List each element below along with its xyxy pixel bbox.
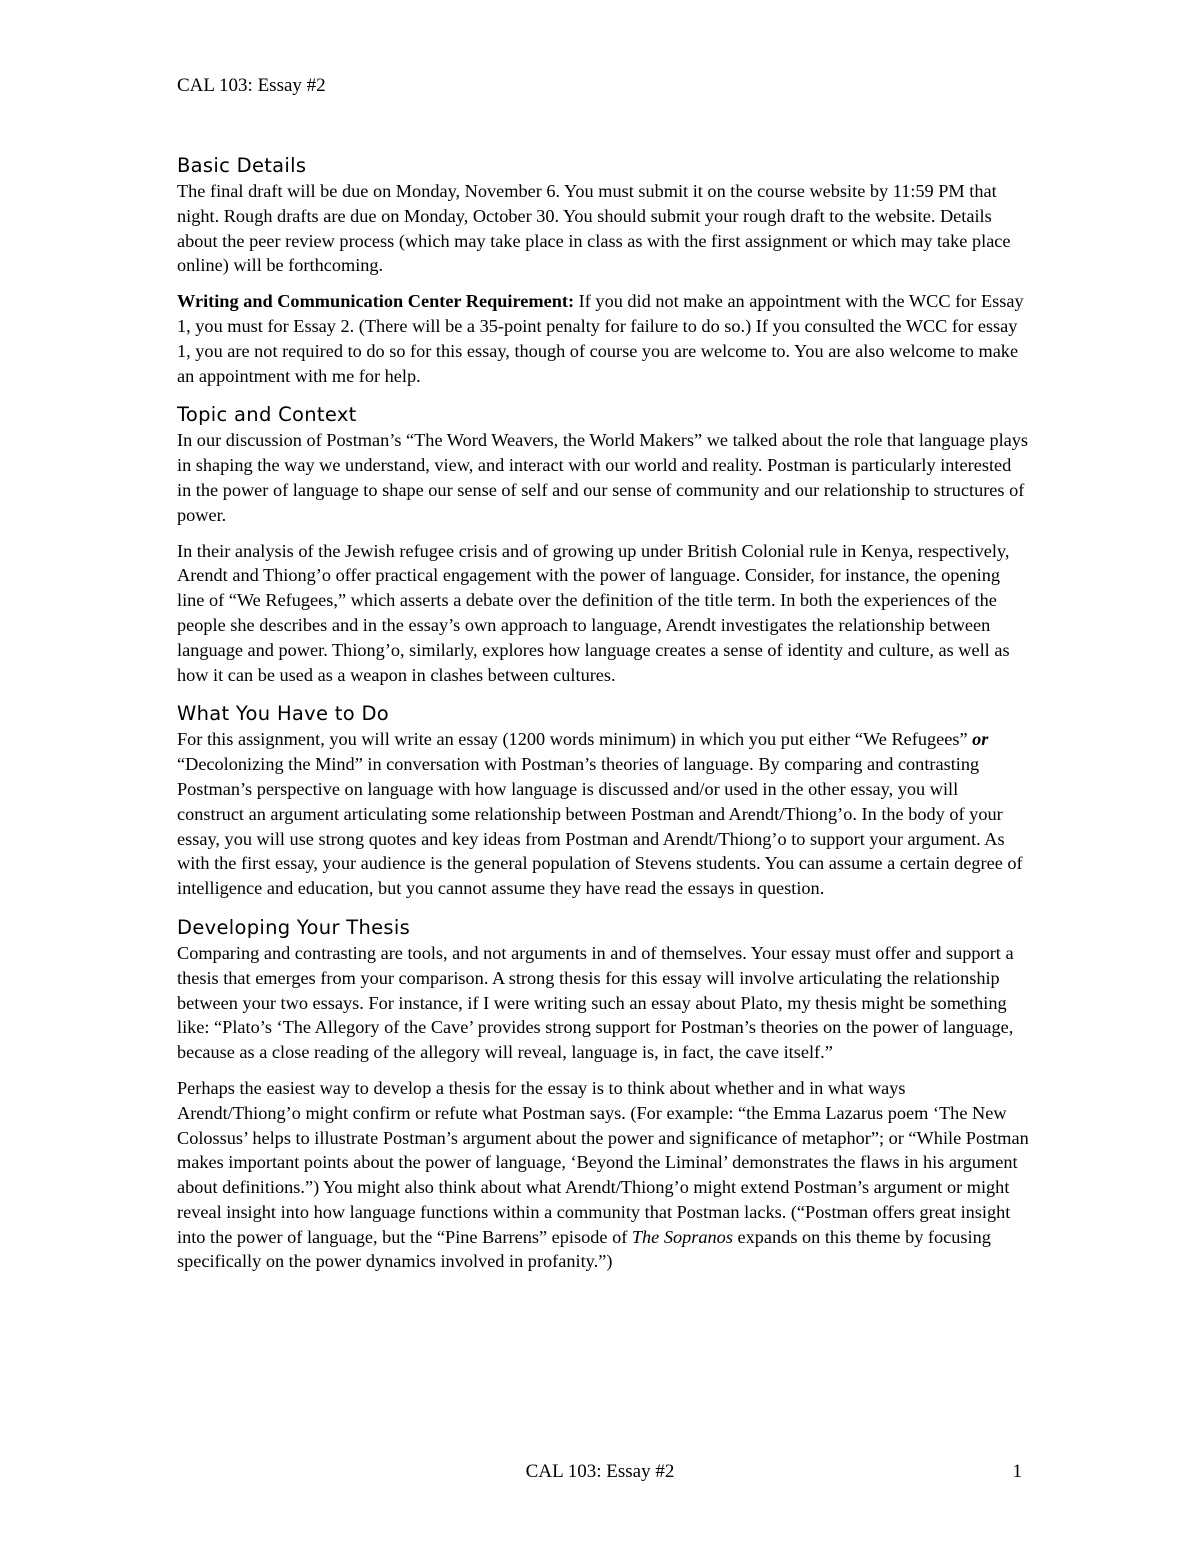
paragraph <box>177 1076 1029 1274</box>
section-topic-context <box>177 402 1029 687</box>
paragraph-text: Perhaps the easiest way to develop a thesis for the essay is to think about whether and in what ways Arendt/Thiong’o might confirm or refute what Postman says. (For example: “the Emma Lazarus poem ‘The New Colossus’ helps to illustrate Postman’s argument about the power and significance of metaphor”; or “While Postman makes important points about the power of language, ‘Beyond the Liminal’ demonstrates the flaws in his argument about definitions.”) You might also think about what Arendt/Thiong’o might extend Postman’s argument or might reveal insight into how language functions within a community that Postman lacks. (“Postman offers great insight into the power of language, but the “Pine Barrens” episode of <box>177 1077 1029 1247</box>
paragraph <box>177 727 1029 901</box>
emphasis-or: or <box>972 729 989 750</box>
section-basic-details <box>177 153 1029 388</box>
italic-title: The Sopranos <box>631 1226 733 1247</box>
paragraph-text: If you did not make an appointment with the WCC for Essay 1, you must for Essay 2. (There will be a 35-point penalty for failure to do so.) If you consulted the WCC for essay 1, you are not required to do so for this essay, though of course you are welcome to. You are also welcome to make an appointment with me for help. <box>177 291 1024 386</box>
paragraph: Comparing and contrasting are tools, and not arguments in and of themselves. Your essay must offer and support a thesis that emerges from your comparison. A strong thesis for this essay will involve articulating the relationship between your two essays. For instance, if I were writing such an essay about Plato, my thesis might be something like: “Plato’s ‘The Allegory of the Cave’ provides strong support for Postman’s theories on the power of language, because as a close reading of the allegory will reveal, language is, in fact, the cave itself.” <box>177 942 1014 1063</box>
section-heading: Basic Details <box>177 154 307 177</box>
bold-lead-in: Writing and Communication Center Requirement: <box>177 291 575 312</box>
document-body <box>177 153 1029 1288</box>
paragraph: In our discussion of Postman’s “The Word Weavers, the World Makers” we talked about the role that language plays in shaping the way we understand, view, and interact with our world and reality. Postman is particularly interested in the power of language to shape our sense of self and our sense of community and our relationship to structures of power. <box>177 430 1029 525</box>
page-number: 1 <box>1012 1461 1022 1482</box>
paragraph-text: For this assignment, you will write an essay (1200 words minimum) in which you put either “We Refugees” <box>177 729 973 750</box>
section-heading: What You Have to Do <box>177 702 390 726</box>
paragraph-text: “Decolonizing the Mind” in conversation with Postman’s theories of language. By comparing and contrasting Postman’s perspective on language with how language is discussed and/or used in the other essay, you will construct an argument articulating some relationship between Postman and Arendt/Thiong’o. In the body of your essay, you will use strong quotes and key ideas from Postman and Arendt/Thiong’o to support your argument. As with the first essay, your audience is the general population of Stevens students. You can assume a certain degree of intelligence and education, but you cannot assume they have read the essays in question. <box>177 754 1023 899</box>
running-header: CAL 103: Essay #2 <box>177 75 326 96</box>
paragraph: The final draft will be due on Monday, November 6. You must submit it on the course website by 11:59 PM that night. Rough drafts are due on Monday, October 30. You should submit your rough draft to the website. Details about the peer review process (which may take place in class as with the first assignment or which may take place online) will be forthcoming. <box>177 181 1011 276</box>
section-thesis <box>177 915 1029 1274</box>
running-footer: CAL 103: Essay #2 <box>525 1461 675 1482</box>
paragraph <box>177 289 1029 388</box>
paragraph-text: expands on this theme by focusing specifically on the power dynamics involved in profanity.”) <box>177 1226 991 1272</box>
section-what-to-do <box>177 701 1029 901</box>
paragraph: In their analysis of the Jewish refugee crisis and of growing up under British Colonial rule in Kenya, respectively, Arendt and Thiong’o offer practical engagement with the power of language. Consider, for instance, the opening line of “We Refugees,” which asserts a debate over the definition of the title term. In both the experiences of the people she describes and in the essay’s own approach to language, Arendt investigates the relationship between language and power. Thiong’o, similarly, explores how language creates a sense of identity and culture, as well as how it can be used as a weapon in clashes between cultures. <box>177 540 1010 685</box>
section-heading: Developing Your Thesis <box>177 915 411 939</box>
section-heading: Topic and Context <box>177 403 357 427</box>
